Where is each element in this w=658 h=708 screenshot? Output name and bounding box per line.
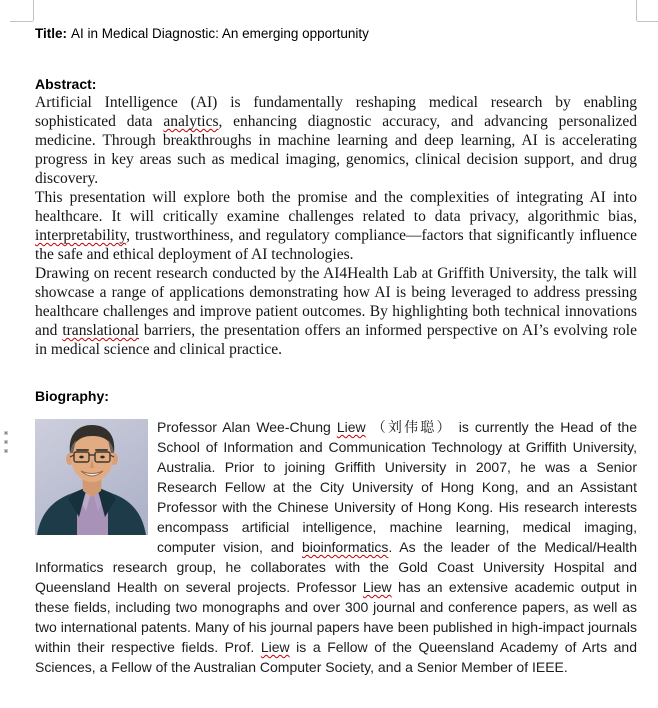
- title-text: AI in Medical Diagnostic: An emerging opportunity: [71, 26, 369, 41]
- dot: [4, 431, 8, 435]
- text-segment: barriers, the presentation offers an informed perspective on AI’s evolving role in medical science and clinical practice.: [35, 322, 637, 358]
- dot: [4, 449, 8, 453]
- text-segment: This presentation will explore both the promise and the complexities of integrating AI into healthcare. It will critically examine challenges related to data privacy, algorithmic bias,: [35, 189, 637, 225]
- document-content: [35, 24, 637, 677]
- drag-handle-dots-icon[interactable]: [4, 431, 8, 453]
- misspelled-word: interpretability: [35, 227, 127, 244]
- abstract-heading: Abstract:: [35, 76, 97, 92]
- professor-portrait-photo: [35, 419, 148, 535]
- biography-heading: Biography:: [35, 388, 109, 404]
- misspelled-word: Liew: [336, 419, 366, 435]
- abstract-paragraph-3: [35, 264, 637, 359]
- text-segment: , enhancing diagnostic accuracy, and advancing personalized medicine. Through breakthroughs in machine learning and deep learning, AI is accelerating progress in key areas such as medical imaging, genomics, clinical decision support, and drug discovery.: [35, 113, 638, 187]
- title-line: [35, 24, 637, 43]
- misspelled-word: bioinformatics: [301, 539, 389, 555]
- page-corner-mark-top-left: [10, 21, 33, 22]
- text-segment: , trustworthiness, and regulatory compliance—factors that significantly influence the safe and ethical deployment of AI technologies.: [35, 227, 637, 263]
- text-segment: is a Fellow of the Queensland Academy of Arts and Sciences, a Fellow of the Australian Computer Society, and a Senior Member of IEEE.: [35, 639, 637, 675]
- text-segment: Drawing on recent research conducted by the AI4Health Lab at Griffith University, the talk will showcase a range of applications demonstrating how AI is being leveraged to address pressing healthcare challenges and improve patient outcomes. By highlighting both technical innovations and: [35, 265, 637, 339]
- text-segment: （刘伟聪） is currently the Head of the School of Information and Communication Technology at Griffith University, Australia. Prior to joining Griffith University in 2007, he was a Senior Research Fellow at the City University of Hong Kong, and an Assistant Professor with the Chinese University of Hong Kong. His research interests encompass artificial intelligence, machine learning, medical imaging, computer vision, and: [157, 419, 637, 555]
- page-corner-mark-top-right: [637, 21, 658, 22]
- misspelled-word: Liew: [260, 639, 290, 655]
- text-segment: has an extensive academic output in these fields, including two monographs and over 300 journal and conference papers, as well as two international patents. Many of his journal papers have been published in high-impact journals within their respective fields. Prof.: [35, 579, 637, 655]
- abstract-body: [35, 93, 637, 359]
- title-label: Title:: [35, 26, 68, 41]
- page-corner-mark-top-left: [33, 0, 34, 21]
- misspelled-word: analytics: [163, 113, 219, 130]
- dot: [4, 440, 8, 444]
- misspelled-word: translational: [62, 322, 139, 339]
- biography-body: [35, 417, 637, 677]
- text-segment: . As the leader of the Medical/Health Informatics research group, he collaborates with the Gold Coast University Hospital and Queensland Health on several projects. Professor: [35, 539, 637, 595]
- abstract-paragraph-2: [35, 188, 637, 264]
- text-segment: Professor Alan Wee-Chung: [157, 419, 337, 435]
- portrait-illustration: [35, 419, 148, 535]
- misspelled-word: Liew: [362, 579, 392, 595]
- abstract-paragraph-1: [35, 93, 637, 188]
- text-segment: Artificial Intelligence (AI) is fundamentally reshaping medical research by enabling sophisticated data: [35, 94, 637, 130]
- page-corner-mark-top-right: [636, 0, 637, 21]
